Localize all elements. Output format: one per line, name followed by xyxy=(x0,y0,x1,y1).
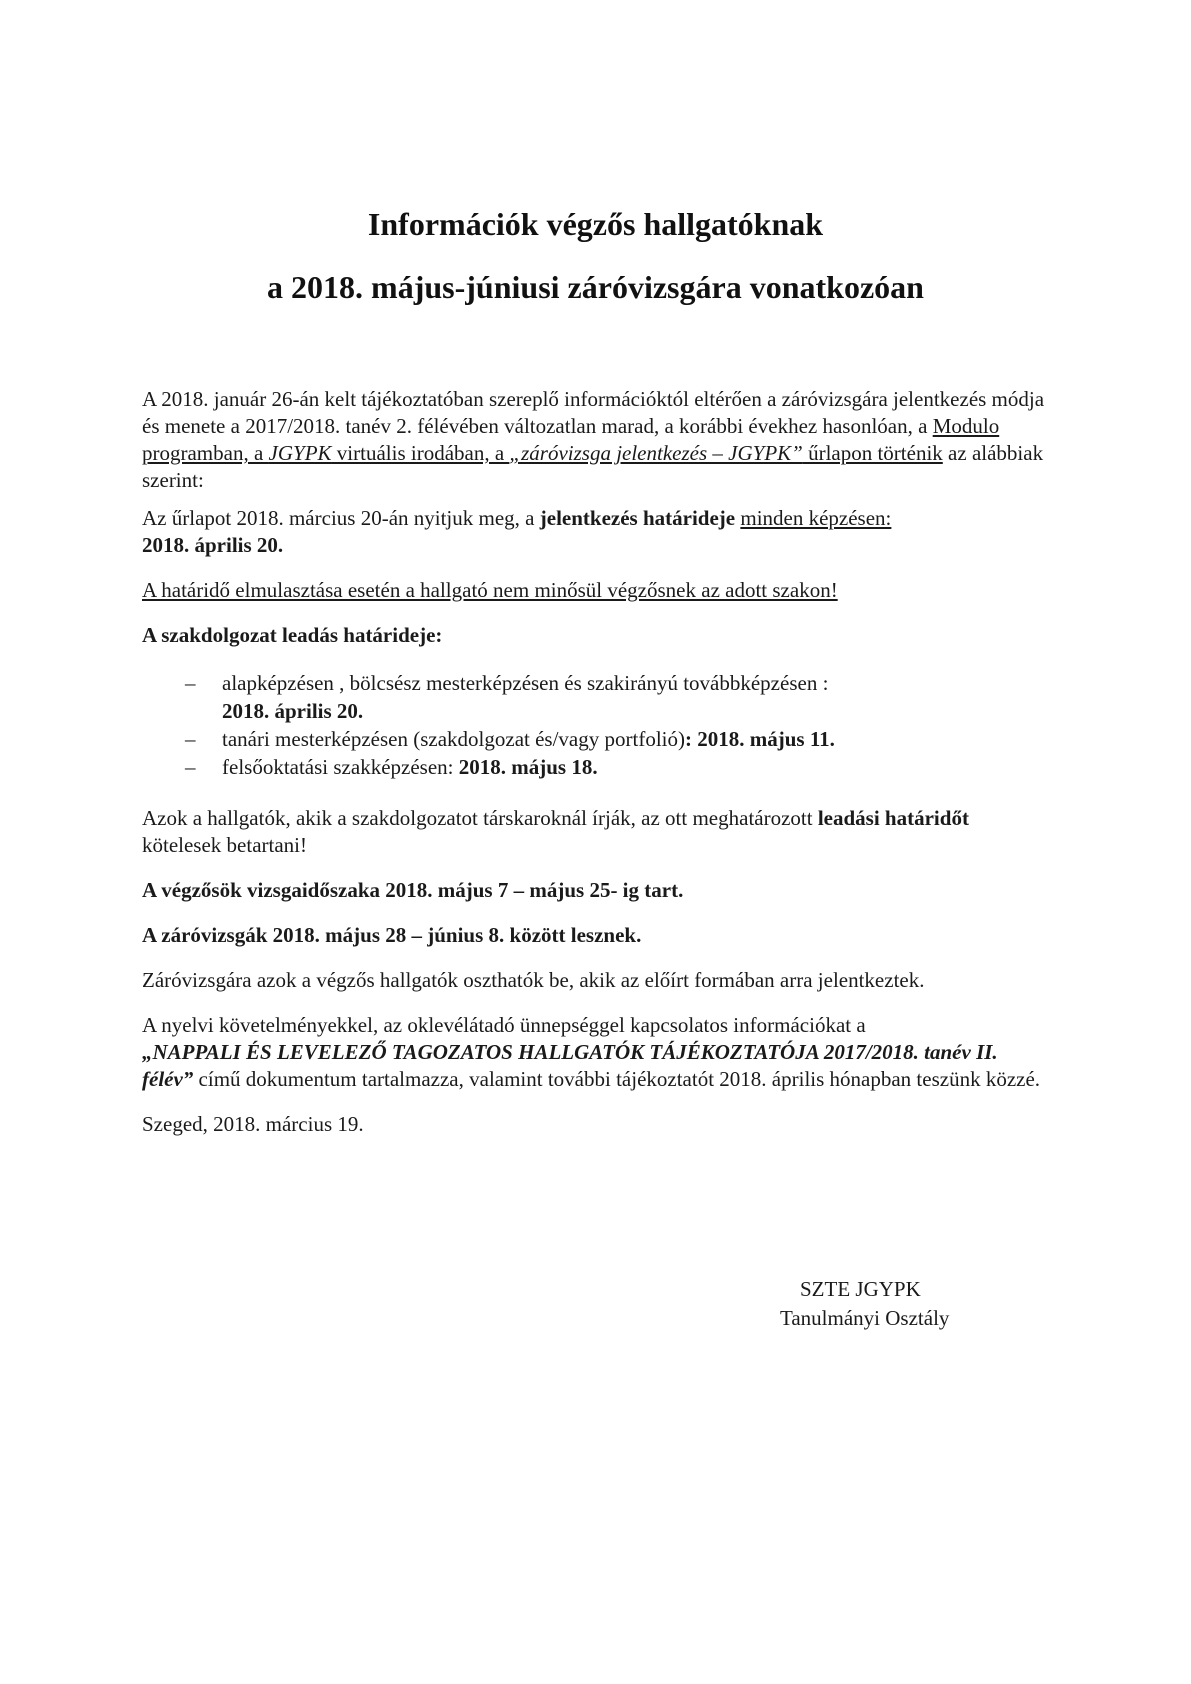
document-title-line1: Információk végzős hallgatóknak xyxy=(367,206,824,242)
deadline-date: : 2018. május 11. xyxy=(684,727,835,751)
dash-bullet: – xyxy=(185,671,196,695)
paragraph-deadline-warning: A határidő elmulasztása esetén a hallgató nem minősül végzősnek az adott szakon! xyxy=(142,578,838,602)
deadline-date: 2018. május 18. xyxy=(458,755,598,779)
document-reference: „NAPPALI ÉS LEVELEZŐ TAGOZATOS HALLGATÓK TÁJÉKOZTATÓJA 2017/2018. tanév II. félév” xyxy=(142,1040,998,1091)
deadline-date: 2018. április 20. xyxy=(222,699,364,723)
paragraph-registration-method: A 2018. január 26-án kelt tájékoztatóban szereplő információktól eltérően a záróvizsgára jelentkezés módja és menete a 2017/2018. tanév 2. félévében változatlan marad, a korábbi évekhez hasonlóan, a Modulo programban, a JGYPK virtuális irodában, a „záróvizsga jelentkezés – JGYPK” űrlapon történik az alábbiak szerint: xyxy=(142,387,1045,492)
modulo-reference: Modulo programban, a JGYPK virtuális irodában, a „záróvizsga jelentkezés – JGYPK” űrlapon történik xyxy=(142,414,1000,465)
paragraph-exam-period: A végzősök vizsgaidőszaka 2018. május 7 – május 25- ig tart. xyxy=(142,878,684,902)
thesis-deadline-heading: A szakdolgozat leadás határideje: xyxy=(142,623,443,647)
registration-deadline-date: 2018. április 20. xyxy=(142,533,284,557)
thesis-deadline-list xyxy=(142,669,1052,781)
dash-bullet: – xyxy=(185,727,196,751)
signature-institution: SZTE JGYPK xyxy=(800,1277,921,1301)
list-item: – felsőoktatási szakképzésen: 2018. május 18. xyxy=(185,755,598,779)
list-item: – tanári mesterképzésen (szakdolgozat és/vagy portfolió): 2018. május 11. xyxy=(185,727,835,751)
paragraph-further-info: A nyelvi követelményekkel, az oklevélátadó ünnepséggel kapcsolatos információkat a „NAPPALI ÉS LEVELEZŐ TAGOZATOS HALLGATÓK TÁJÉKOZTATÓJA 2017/2018. tanév II. félév” című dokumentum tartalmazza, valamint további tájékoztatót 2018. április hónapban teszünk közzé. xyxy=(142,1013,1041,1091)
paragraph-final-exam-dates: A záróvizsgák 2018. május 28 – június 8. között lesznek. xyxy=(142,923,642,947)
paragraph-partner-faculties: Azok a hallgatók, akik a szakdolgozatot társkaroknál írják, az ott meghatározott leadási határidőt kötelesek betartani! xyxy=(142,806,969,857)
signature-block xyxy=(780,1275,1020,1333)
document-body xyxy=(142,386,1052,1149)
dash-bullet: – xyxy=(185,755,196,779)
paragraph-registration-deadline: Az űrlapot 2018. március 20-án nyitjuk meg, a jelentkezés határideje minden képzésen: 2018. április 20. xyxy=(142,506,892,557)
place-and-date: Szeged, 2018. március 19. xyxy=(142,1112,364,1136)
list-item: – alapképzésen , bölcsész mesterképzésen és szakirányú továbbképzésen : 2018. április 20. xyxy=(142,669,1052,725)
signature-department: Tanulmányi Osztály xyxy=(780,1306,950,1330)
paragraph-eligibility: Záróvizsgára azok a végzős hallgatók oszthatók be, akik az előírt formában arra jelentkeztek. xyxy=(142,968,925,992)
document-title-line2: a 2018. május-júniusi záróvizsgára vonatkozóan xyxy=(267,269,924,305)
